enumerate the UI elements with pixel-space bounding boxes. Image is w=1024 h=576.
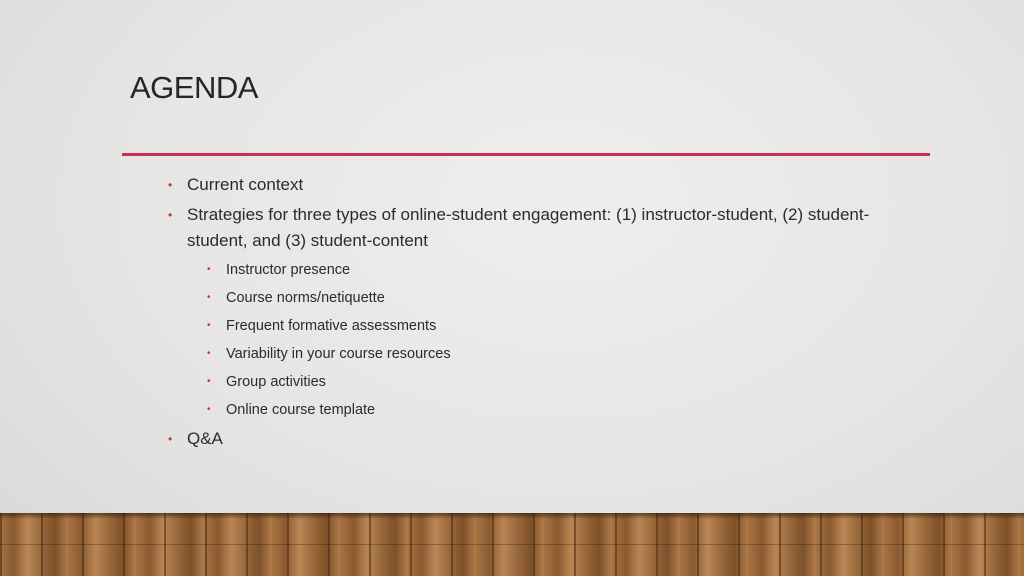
agenda-subitem bbox=[205, 314, 926, 338]
agenda-subitem-text: Group activities bbox=[226, 374, 326, 390]
agenda-item bbox=[166, 426, 926, 452]
bullet-dot-icon: • bbox=[168, 432, 173, 446]
agenda-subitem bbox=[205, 342, 926, 366]
agenda-subitem-text: Instructor presence bbox=[226, 262, 351, 278]
agenda-subitem-text: Online course template bbox=[226, 402, 376, 418]
agenda-item bbox=[166, 172, 926, 198]
agenda-subitem bbox=[205, 398, 926, 422]
bullet-dot-icon: • bbox=[207, 320, 211, 331]
bullet-dot-icon: • bbox=[207, 376, 211, 387]
bullet-dot-icon: • bbox=[207, 348, 211, 359]
agenda-subitem-text: Course norms/netiquette bbox=[226, 290, 385, 306]
agenda-item-text: Strategies for three types of online-student engagement: (1) instructor-student, (2) student-student, and (3) student-content bbox=[187, 205, 870, 250]
agenda-subitem bbox=[205, 370, 926, 394]
bullet-dot-icon: • bbox=[168, 208, 173, 222]
agenda-item-text: Current context bbox=[187, 175, 304, 194]
floor-seam bbox=[0, 544, 1024, 545]
floor-shadow bbox=[0, 513, 1024, 519]
bullet-dot-icon: • bbox=[207, 292, 211, 303]
agenda-subitem-text: Variability in your course resources bbox=[226, 346, 451, 362]
bullet-dot-icon: • bbox=[207, 264, 211, 275]
title-divider bbox=[122, 153, 930, 156]
agenda-item bbox=[166, 202, 926, 254]
agenda-item-text: Q&A bbox=[187, 429, 223, 448]
agenda-subitem bbox=[205, 286, 926, 310]
agenda-list bbox=[166, 172, 926, 456]
agenda-subitem-text: Frequent formative assessments bbox=[226, 318, 437, 334]
agenda-subitem bbox=[205, 258, 926, 282]
slide-title: AGENDA bbox=[130, 70, 258, 105]
bullet-dot-icon: • bbox=[168, 178, 173, 192]
bullet-dot-icon: • bbox=[207, 404, 211, 415]
